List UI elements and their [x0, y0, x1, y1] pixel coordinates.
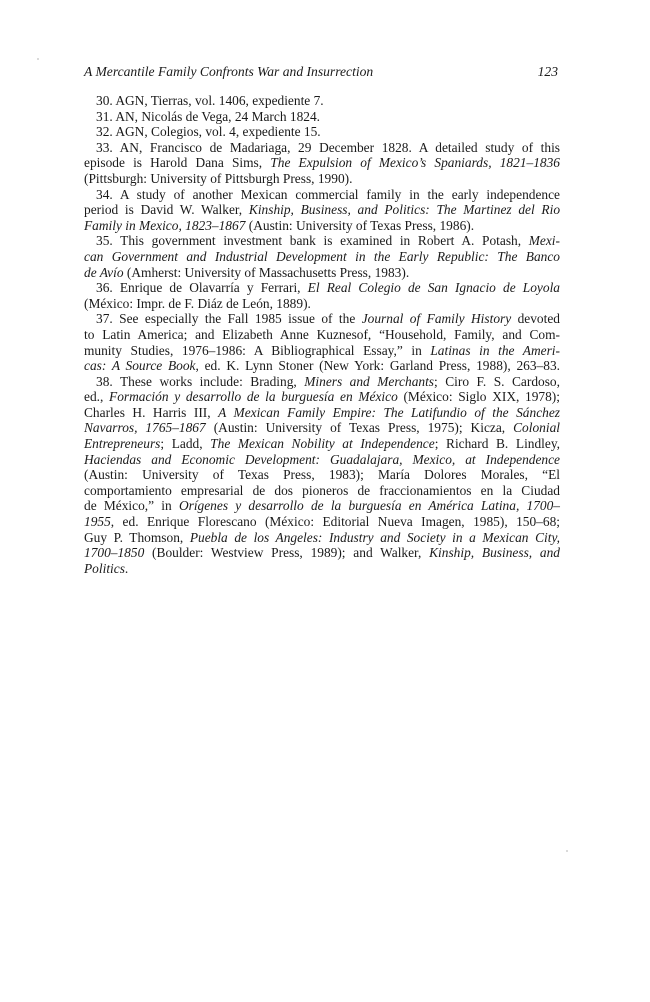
note-line [84, 311, 560, 327]
note-line [84, 374, 560, 390]
note-text: 34. A study of another Mexican commercial family in the early independence [96, 186, 560, 202]
note-line [84, 498, 560, 514]
italic-title: can Government and Industrial Development in the Early Republic: The Banco [84, 248, 560, 264]
italic-title: Miners and Merchants [304, 373, 435, 389]
note-line [84, 171, 560, 187]
note-line [84, 452, 560, 468]
italic-title: Colonial [513, 420, 560, 436]
note-text: ; Ladd, [160, 436, 211, 452]
note-line [84, 296, 560, 312]
note-text: 30. AGN, Tierras, vol. 1406, expediente 7. [96, 93, 324, 108]
note-line [84, 124, 560, 140]
note-text: . [124, 560, 129, 576]
endnote-n32 [84, 124, 560, 140]
note-text: ed., [84, 389, 110, 405]
italic-title: cas: A Source Book [84, 358, 196, 374]
note-line [84, 545, 560, 561]
italic-title: The Mexican Nobility at Independence [210, 436, 435, 452]
note-line [84, 187, 560, 203]
note-line [84, 405, 560, 421]
note-line [84, 561, 560, 577]
note-line [84, 436, 560, 452]
note-text: de México,” in [84, 498, 179, 514]
note-line [84, 265, 560, 281]
note-text: 33. AN, Francisco de Madariaga, 29 December 1828. A detailed study of this [96, 139, 560, 155]
italic-title: A Mexican Family Empire: The Latifundio of the Sánchez [218, 404, 560, 420]
note-line [84, 109, 560, 125]
note-text: ; Ciro F. S. Cardoso, [434, 373, 560, 389]
endnote-n36 [84, 280, 560, 311]
note-text: 36. Enrique de Olavarría y Ferrari, [96, 280, 308, 296]
note-text: comportamiento empresarial de dos pioneros de fraccionamientos en la Ciudad [84, 482, 560, 498]
note-line [84, 530, 560, 546]
note-text: munity Studies, 1976–1986: A Bibliographical Essay,” in [84, 342, 431, 358]
note-text: period is David W. Walker, [84, 202, 249, 218]
note-line [84, 202, 560, 218]
note-line [84, 140, 560, 156]
page-number: 123 [537, 64, 558, 79]
note-text: devoted [511, 311, 560, 327]
scan-speck [566, 850, 568, 852]
note-text: 35. This government investment bank is examined in Robert A. Potash, [96, 233, 529, 249]
note-line [84, 358, 560, 374]
note-line [84, 467, 560, 483]
endnote-n37 [84, 311, 560, 373]
italic-title: Puebla de los Angeles: Industry and Society in a Mexican City, [189, 529, 560, 545]
note-text: ; Richard B. Lindley, [434, 436, 561, 452]
note-text: , ed. Enrique Florescano (México: Editorial Nueva Imagen, 1985), 150–68; [110, 514, 560, 530]
italic-title: Haciendas and Economic Development: Guadalajara, Mexico, at Independence [84, 451, 560, 467]
italic-title: Kinship, Business, and [429, 545, 560, 561]
italic-title: The Expulsion of Mexico’s Spaniards, 1821–1836 [270, 155, 560, 171]
note-line [84, 233, 560, 249]
endnote-n35 [84, 233, 560, 280]
italic-title: Politics [84, 560, 125, 576]
note-line [84, 420, 560, 436]
note-text: 38. These works include: Brading, [96, 373, 305, 389]
note-line [84, 389, 560, 405]
page-header [84, 64, 560, 84]
running-head: A Mercantile Family Confronts War and Insurrection [84, 64, 374, 79]
note-line [84, 155, 560, 171]
note-text: 31. AN, Nicolás de Vega, 24 March 1824. [96, 108, 321, 124]
note-text: Charles H. Harris III, [84, 404, 219, 420]
italic-title: El Real Colegio de San Ignacio de Loyola [307, 280, 560, 296]
italic-title: Formación y desarrollo de la burguesía en México [109, 389, 398, 405]
note-text: (Austin: University of Texas Press, 1983); María Dolores Morales, “El [84, 467, 560, 483]
note-text: , ed. K. Lynn Stoner (New York: Garland Press, 1988), 263–83. [195, 358, 560, 374]
note-text: (Austin: University of Texas Press, 1986). [245, 217, 475, 233]
italic-title: Kinship, Business, and Politics: The Martinez del Rio [248, 202, 561, 218]
note-line [84, 343, 560, 359]
italic-title: Mexi- [528, 233, 560, 249]
note-text: (México: Impr. de F. Diáz de León, 1889). [84, 295, 311, 311]
note-text: (Pittsburgh: University of Pittsburgh Press, 1990). [84, 170, 353, 186]
endnote-n38 [84, 374, 560, 577]
note-line [84, 249, 560, 265]
note-text: (Austin: University of Texas Press, 1975); Kicza, [205, 420, 514, 436]
note-text: (Amherst: University of Massachusetts Press, 1983). [123, 264, 410, 280]
italic-title: 1955 [84, 514, 111, 530]
note-text: to Latin America; and Elizabeth Anne Kuznesof, “Household, Family, and Com- [84, 326, 560, 342]
italic-title: Family in Mexico, 1823–1867 [84, 217, 246, 233]
italic-title: 1700–1850 [84, 545, 145, 561]
scan-speck [37, 58, 39, 60]
note-text: Guy P. Thomson, [84, 529, 190, 545]
note-text: 37. See especially the Fall 1985 issue of the [96, 311, 362, 327]
note-text: (Boulder: Westview Press, 1989); and Walker, [144, 545, 430, 561]
note-line [84, 514, 560, 530]
italic-title: Latinas in the Ameri- [430, 342, 560, 358]
note-text: episode is Harold Dana Sims, [84, 155, 271, 171]
italic-title: Navarros, 1765–1867 [84, 420, 206, 436]
note-line [84, 280, 560, 296]
note-text: 32. AGN, Colegios, vol. 4, expediente 15. [96, 124, 321, 140]
note-line [84, 327, 560, 343]
note-line [84, 218, 560, 234]
endnotes [84, 93, 560, 576]
endnote-n30 [84, 93, 560, 109]
note-line [84, 483, 560, 499]
italic-title: Journal of Family History [361, 311, 512, 327]
note-text: (México: Siglo XIX, 1978); [397, 389, 560, 405]
endnote-n31 [84, 109, 560, 125]
italic-title: Entrepreneurs [84, 436, 161, 452]
italic-title: de Avío [84, 264, 124, 280]
italic-title: Orígenes y desarrollo de la burguesía en América Latina, 1700– [178, 498, 560, 514]
note-line [84, 93, 560, 109]
endnote-n33 [84, 140, 560, 187]
endnote-n34 [84, 187, 560, 234]
